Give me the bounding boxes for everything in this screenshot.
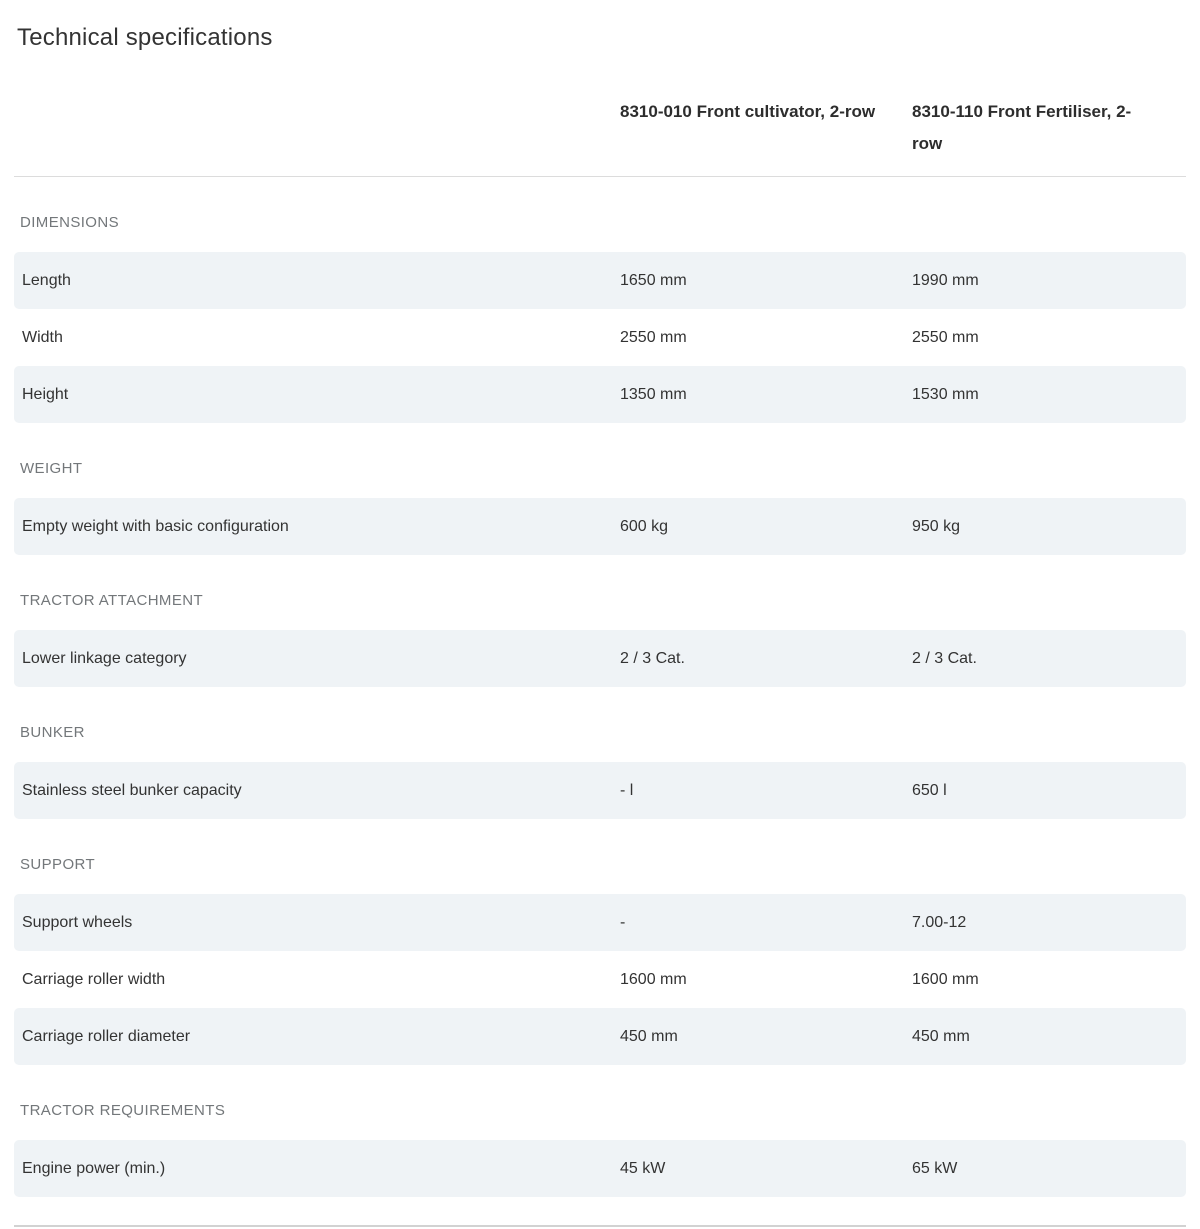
spec-label: Carriage roller diameter [22,1027,191,1045]
spec-row [14,894,1186,951]
spec-row [14,630,1186,687]
bottom-divider [14,1225,1186,1227]
spec-label: Carriage roller width [22,970,166,988]
column-header-cultivator: 8310-010 Front cultivator, 2-row [620,102,876,121]
column-headers [14,96,1186,160]
spec-row [14,1140,1186,1197]
spec-value-col2: 1600 mm [912,970,979,988]
spec-value-col1: 2 / 3 Cat. [620,649,685,667]
header-divider [14,176,1186,177]
column-header-spacer [14,96,620,160]
spec-row [14,309,1186,366]
spec-section-weight [14,459,1186,555]
spec-value-col2: 1530 mm [912,385,979,403]
section-heading: BUNKER [20,724,85,741]
spec-section-dimensions [14,213,1186,423]
spec-label: Engine power (min.) [22,1159,166,1177]
spec-value-col2: 450 mm [912,1027,970,1045]
spec-section-support [14,855,1186,1065]
spec-value-col2: 2 / 3 Cat. [912,649,977,667]
section-heading: SUPPORT [20,856,96,873]
spec-value-col1: 450 mm [620,1027,678,1045]
spec-section-tractor-attachment [14,591,1186,687]
spec-value-col1: - [620,913,626,931]
spec-sections [14,213,1186,1197]
spec-value-col2: 2550 mm [912,328,979,346]
spec-row [14,252,1186,309]
spec-section-tractor-requirements [14,1101,1186,1197]
section-heading: TRACTOR ATTACHMENT [20,592,204,609]
spec-section-bunker [14,723,1186,819]
spec-value-col1: 2550 mm [620,328,687,346]
spec-label: Length [22,271,71,289]
spec-row [14,762,1186,819]
spec-row [14,498,1186,555]
section-heading: WEIGHT [20,460,83,477]
page-title: Technical specifications [17,24,273,51]
spec-value-col1: 600 kg [620,517,669,535]
spec-value-col1: 1650 mm [620,271,687,289]
spec-value-col1: 1350 mm [620,385,687,403]
spec-row [14,1008,1186,1065]
section-heading: TRACTOR REQUIREMENTS [20,1102,226,1119]
spec-label: Empty weight with basic configuration [22,517,289,535]
section-heading: DIMENSIONS [20,214,120,231]
spec-row [14,951,1186,1008]
spec-value-col2: 650 l [912,781,947,799]
spec-row [14,366,1186,423]
spec-value-col1: 1600 mm [620,970,687,988]
spec-value-col1: - l [620,781,634,799]
spec-value-col2: 1990 mm [912,271,979,289]
column-header-fertiliser: 8310-110 Front Fertiliser, 2-row [912,102,1132,153]
spec-value-col2: 65 kW [912,1159,958,1177]
spec-label: Stainless steel bunker capacity [22,781,242,799]
spec-label: Width [22,328,63,346]
spec-label: Height [22,385,69,403]
spec-value-col2: 950 kg [912,517,961,535]
spec-label: Lower linkage category [22,649,187,667]
spec-value-col2: 7.00-12 [912,913,967,931]
spec-label: Support wheels [22,913,133,931]
spec-value-col1: 45 kW [620,1159,666,1177]
